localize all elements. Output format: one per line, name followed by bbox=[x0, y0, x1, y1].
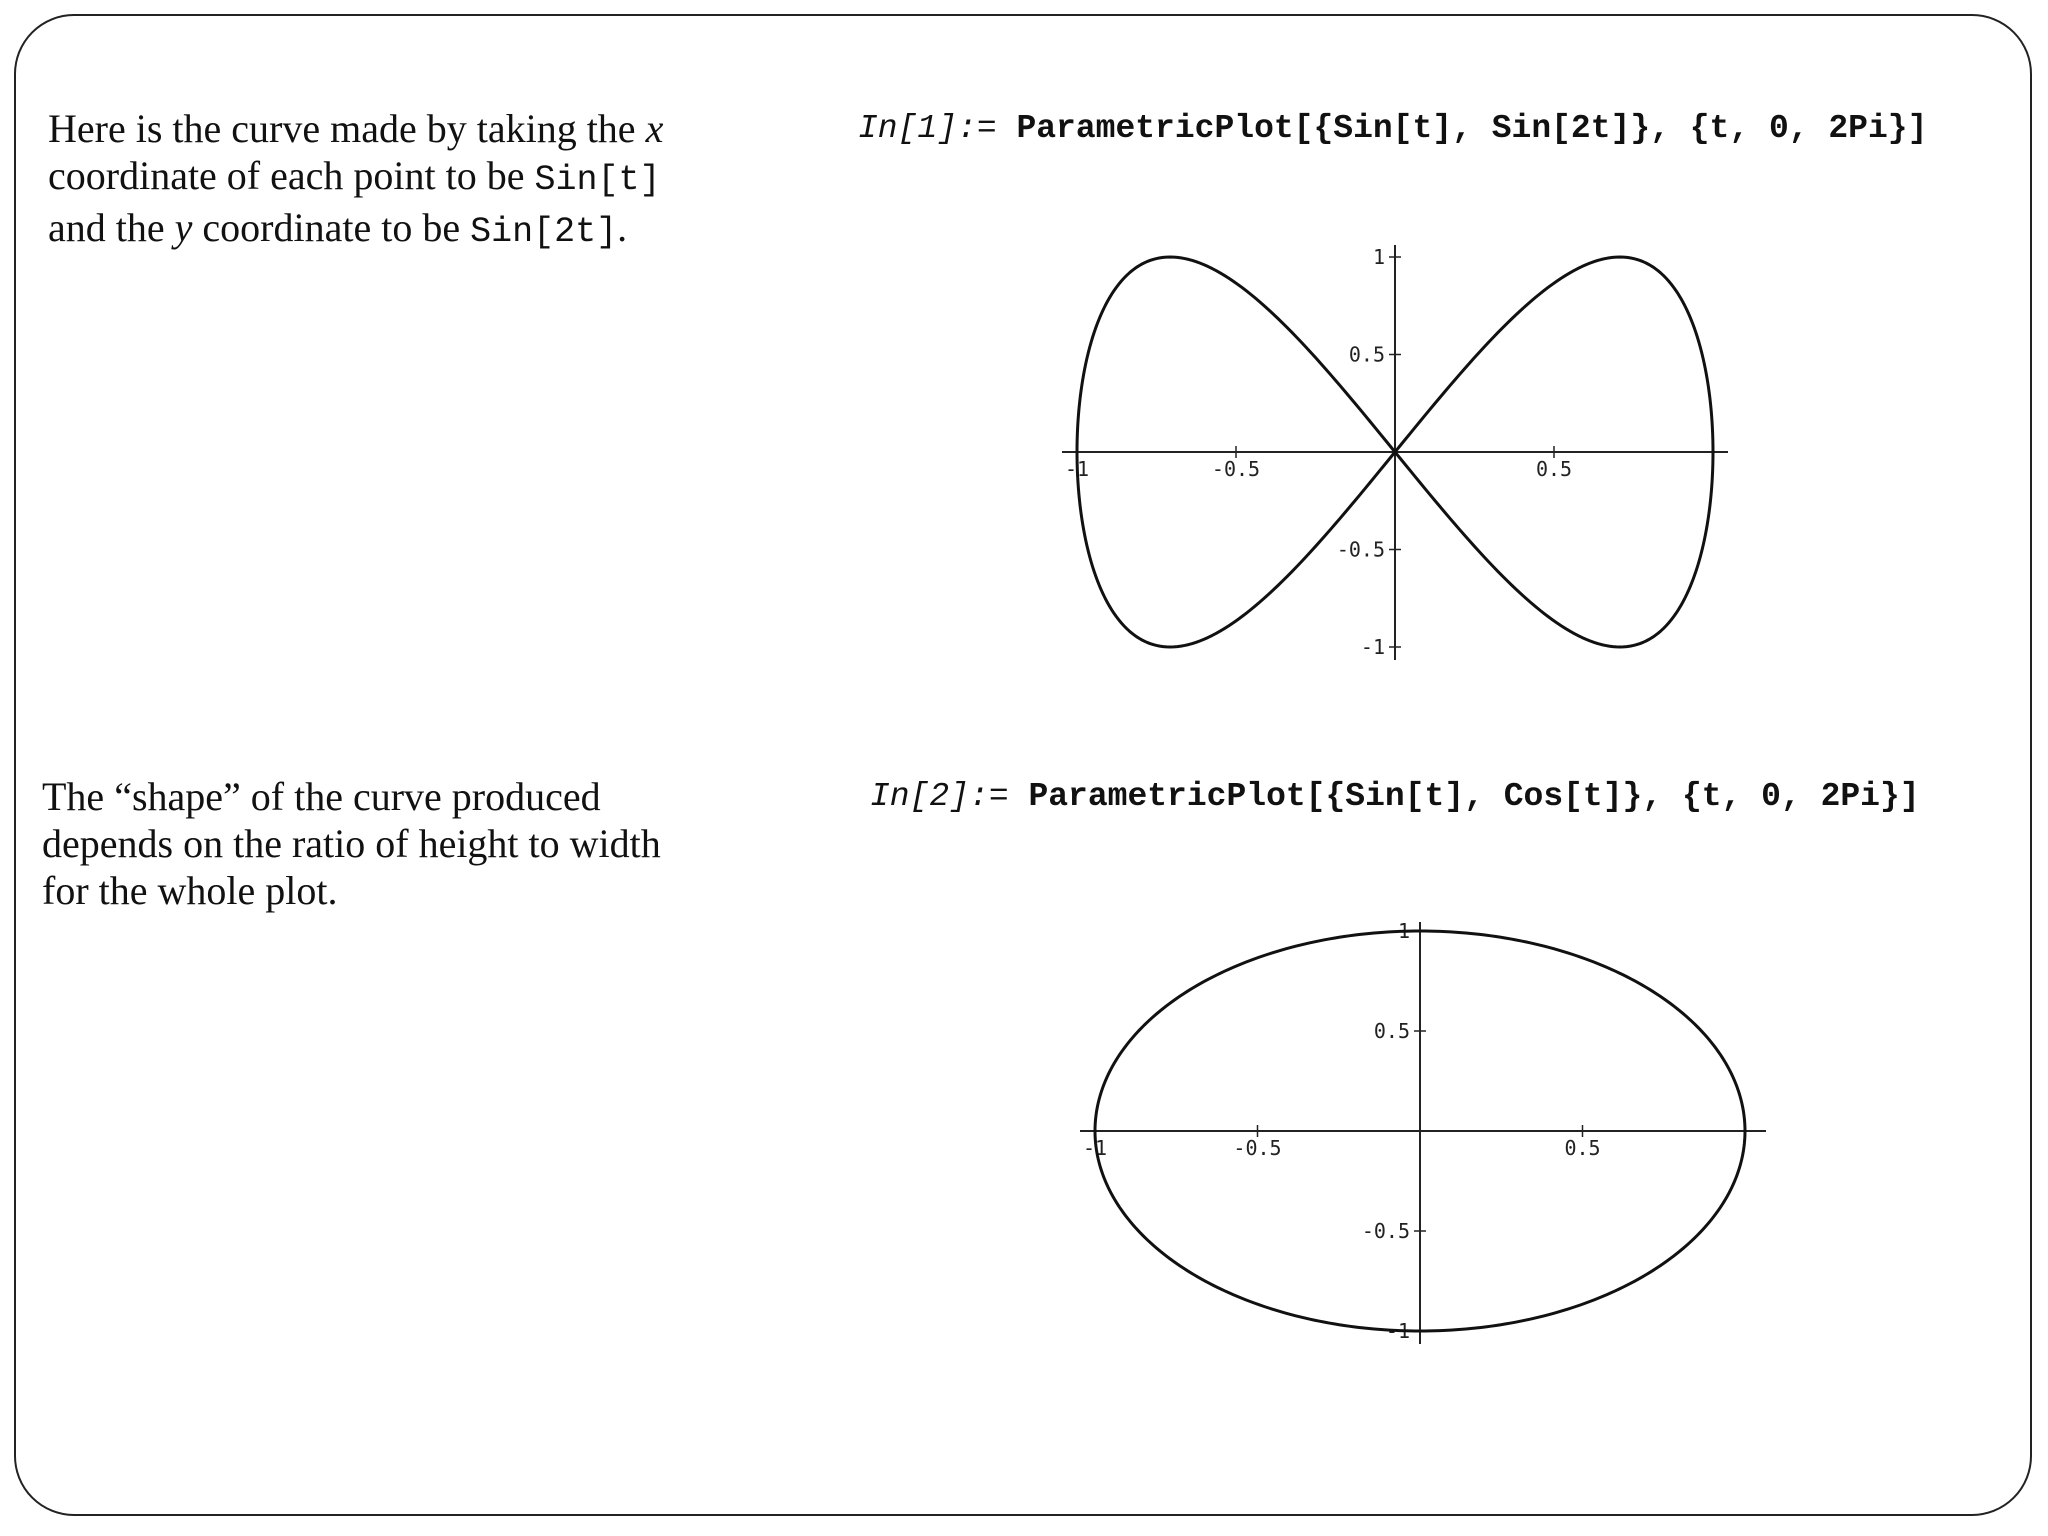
y-tick-label: 1 bbox=[1397, 919, 1410, 943]
y-tick-label: -1 bbox=[1385, 1319, 1410, 1343]
y-tick-label: 0.5 bbox=[1373, 1019, 1410, 1043]
text-line: for the whole plot. bbox=[42, 868, 338, 913]
text-fragment: coordinate of each point to be bbox=[48, 153, 535, 198]
x-tick-label: -0.5 bbox=[1211, 457, 1261, 481]
code-sin-t: Sin[t] bbox=[534, 160, 661, 200]
x-tick-label: -0.5 bbox=[1233, 1136, 1282, 1160]
description-paragraph-2 bbox=[42, 773, 822, 914]
text-fragment: Here is the curve made by taking the bbox=[48, 106, 646, 151]
y-tick-label: 1 bbox=[1372, 245, 1385, 269]
text-line: The “shape” of the curve produced bbox=[42, 774, 601, 819]
input-code: ParametricPlot[{Sin[t], Cos[t]}, {t, 0, 2Pi}] bbox=[1028, 778, 1920, 815]
x-tick-label: -1 bbox=[1082, 1136, 1108, 1160]
text-fragment: coordinate to be bbox=[192, 205, 471, 250]
text-line: depends on the ratio of height to width bbox=[42, 821, 661, 866]
y-tick-label: 0.5 bbox=[1348, 342, 1385, 367]
variable-y: y bbox=[174, 205, 193, 250]
input-code: ParametricPlot[{Sin[t], Sin[2t]}, {t, 0, 2Pi}] bbox=[1016, 110, 1928, 147]
parametric-plot-figure-eight bbox=[1050, 240, 1750, 670]
input-prompt: In[1]:= bbox=[858, 110, 997, 147]
input-prompt: In[2]:= bbox=[870, 778, 1009, 815]
description-paragraph-1 bbox=[48, 105, 808, 256]
x-tick-label: 0.5 bbox=[1564, 1136, 1601, 1160]
input-cell-1 bbox=[858, 110, 1927, 147]
x-tick-label: -1 bbox=[1064, 457, 1090, 481]
y-tick-label: -0.5 bbox=[1336, 537, 1385, 562]
input-cell-2 bbox=[870, 778, 1920, 815]
variable-x: x bbox=[645, 106, 664, 151]
y-tick-label: -1 bbox=[1360, 635, 1385, 659]
text-fragment: . bbox=[617, 205, 628, 250]
y-tick-label: -0.5 bbox=[1361, 1219, 1410, 1243]
code-sin-2t: Sin[2t] bbox=[470, 212, 618, 252]
x-tick-label: 0.5 bbox=[1535, 457, 1573, 481]
text-fragment: and the bbox=[48, 205, 175, 250]
parametric-plot-ellipse bbox=[1070, 910, 1780, 1350]
